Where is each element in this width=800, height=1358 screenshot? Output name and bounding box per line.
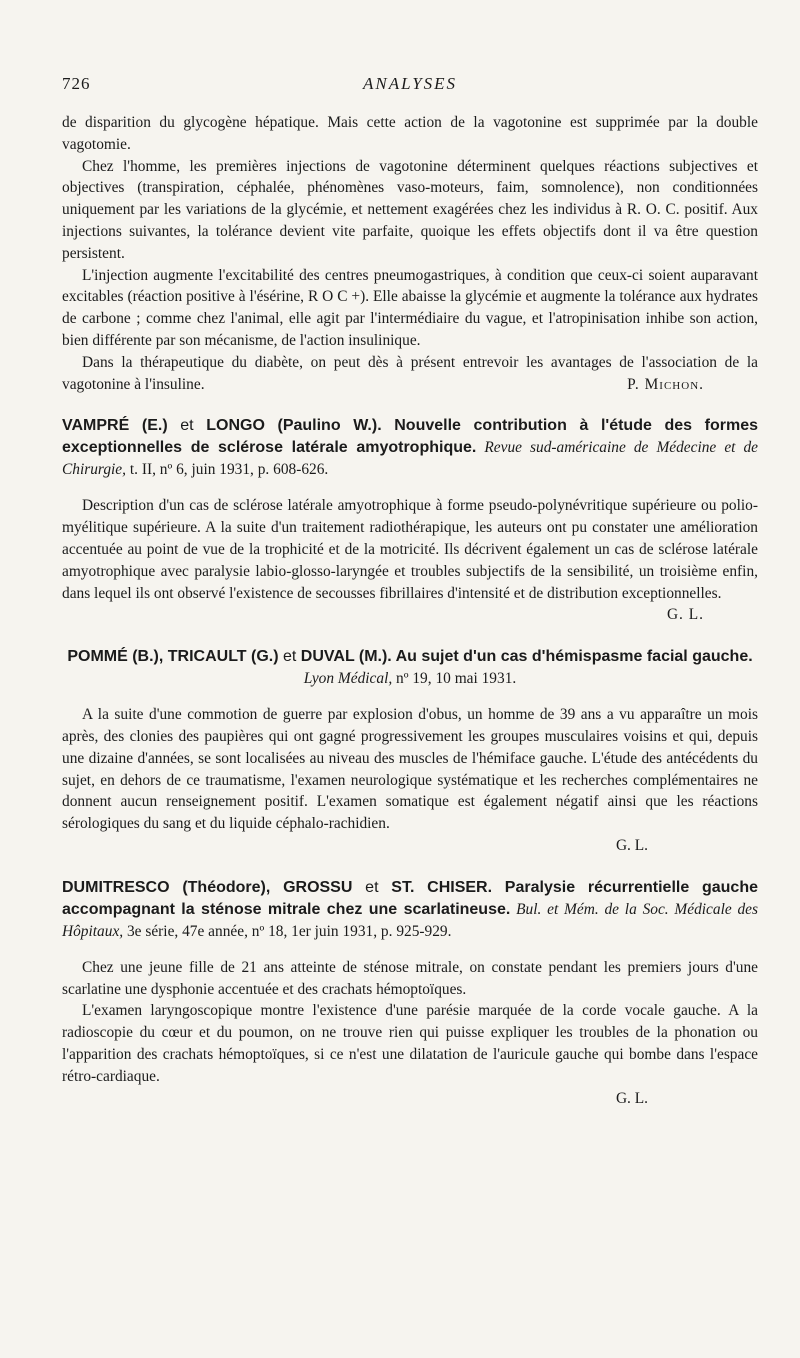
article-reference: 3e série, 47e année, nº 18, 1er juin 1931, p. 925-929. [123, 922, 452, 940]
article-body [62, 495, 758, 624]
paragraph: de disparition du glycogène hépatique. Mais cette action de la vagotonine est supprimée par la double vagotomie. [62, 114, 758, 153]
paragraph-text: Description d'un cas de sclérose latérale amyotrophique à forme pseudo-polynévritique supérieure ou polio-myélitique supérieure. A la suite d'un traitement radiothérapique, les auteurs ont pu constater une amélioration accentuée au point de vue de la trophicité et de la motricité. Ils décrivent également un cas de sclérose latérale amyotrophique avec paralysie labio-glosso-laryngée et troubles subjectifs de la sensibilité, un troisième enfin, dans lequel ils ont observé l'existence de secousses fibrillaires d'intensité et de distribution exceptionnelles. [62, 497, 758, 602]
article-authors: DUMITRESCO (Théodore), GROSSU [62, 878, 353, 896]
article-entry [62, 877, 758, 1110]
journal-title: ANALYSES [362, 74, 458, 93]
signature: G. L. [666, 606, 704, 624]
article-entry [62, 415, 758, 626]
paragraph [62, 352, 758, 396]
page-content [62, 112, 758, 1109]
article-authors: POMMÉ (B.), TRICAULT (G.) [67, 648, 279, 666]
article-authors: VAMPRÉ (E.) [62, 417, 168, 435]
paragraph-text: Dans la thérapeutique du diabète, on peut dès à présent entrevoir les avantages de l'association de la vagotonine à l'insuline. [62, 353, 758, 393]
paragraph: L'injection augmente l'excitabilité des centres pneumogastriques, à condition que ceux-ci soient auparavant excitables (réaction positive à l'ésérine, R O C +). Elle abaisse la glycémie et augmente la tolérance aux hydrates de carbone ; comme chez l'animal, elle agit par l'intermédiaire du vague, et l'atropinisation inhibe son action, bien différente par son mécanisme, de l'action insulinique. [62, 266, 758, 349]
article-reference: nº 19, 10 mai 1931. [392, 670, 517, 688]
article-source: Bul. et Mém. de la Soc. Médicale des Hôpitaux, [62, 900, 759, 940]
article-authors: DUVAL (M.). [300, 648, 392, 666]
article-authors: LONGO (Paulino W.). [206, 417, 382, 435]
article-title: Au sujet d'un cas d'hémispasme facial gauche. [391, 648, 753, 666]
article-header [62, 877, 758, 943]
article-header [62, 415, 758, 481]
paragraph: Chez l'homme, les premières injections de vagotonine déterminent quelques réactions subjectives et objectives (transpiration, céphalée, phénomènes vaso-moteurs, faim, somnolence), non conditionnées uniquement par les variations de la glycémie, et nettement exagérées chez les individus à R. O. C. positif. Aux injections suivantes, la tolérance devient vite parfaite, quoique les effets objectifs dont il va être question persistent. [62, 157, 758, 262]
article-title: Nouvelle contribution à l'étude des formes exceptionnelles de sclérose latérale amyotrophique. [62, 417, 759, 457]
signature: G. L. [615, 836, 648, 854]
signature: G. L. [615, 1089, 648, 1107]
article-header [62, 646, 758, 690]
article-authors: ST. CHISER. [391, 878, 493, 896]
author-conjunction: et [278, 648, 301, 666]
article-title: Paralysie récurrentielle gauche accompagnant la sténose mitrale chez une scarlatineuse. [62, 878, 758, 918]
article-reference: t. II, nº 6, juin 1931, p. 608-626. [126, 461, 329, 479]
article-body: Chez une jeune fille de 21 ans atteinte de sténose mitrale, on constate pendant les premiers jours d'une scarlatine une dysphonie accentuée et des crachats hémoptoïques. [62, 958, 758, 998]
running-head [62, 74, 758, 96]
article-entry [62, 646, 758, 857]
author-conjunction: et [352, 878, 392, 896]
article-body: L'examen laryngoscopique montre l'existence d'une parésie marquée de la corde vocale gauche. A la radioscopie du cœur et du poumon, on ne trouve rien qui puisse expliquer les troubles de la phonation ou l'apparition des crachats hémoptoïques, si ce n'est une dilatation de l'auricule gauche qui bombe dans l'espace rétro-cardiaque. [62, 1002, 758, 1085]
continuation-section [62, 112, 758, 395]
author-conjunction: et [167, 417, 207, 435]
signature: P. Michon. [627, 375, 704, 393]
article-body: A la suite d'une commotion de guerre par explosion d'obus, un homme de 39 ans a vu apparaître un mois après, des clonies des paupières qui ont gagné progressivement les groupes musculaires voisins et qui, depuis une dizaine d'années, se sont localisées au niveau des muscles de l'hémiface gauche. L'étude des antécédents du sujet, en dehors de ce traumatisme, l'examen neurologique systématique et les recherches complémentaires ne donnent aucun renseignement positif. L'examen somatique est également négatif ainsi que les réactions sérologiques du sang et du liquide céphalo-rachidien. [62, 706, 758, 833]
article-source: Lyon Médical, [303, 670, 393, 688]
page-number: 726 [62, 74, 91, 93]
article-source: Revue sud-américaine de Médecine et de Chirurgie, [62, 439, 759, 479]
